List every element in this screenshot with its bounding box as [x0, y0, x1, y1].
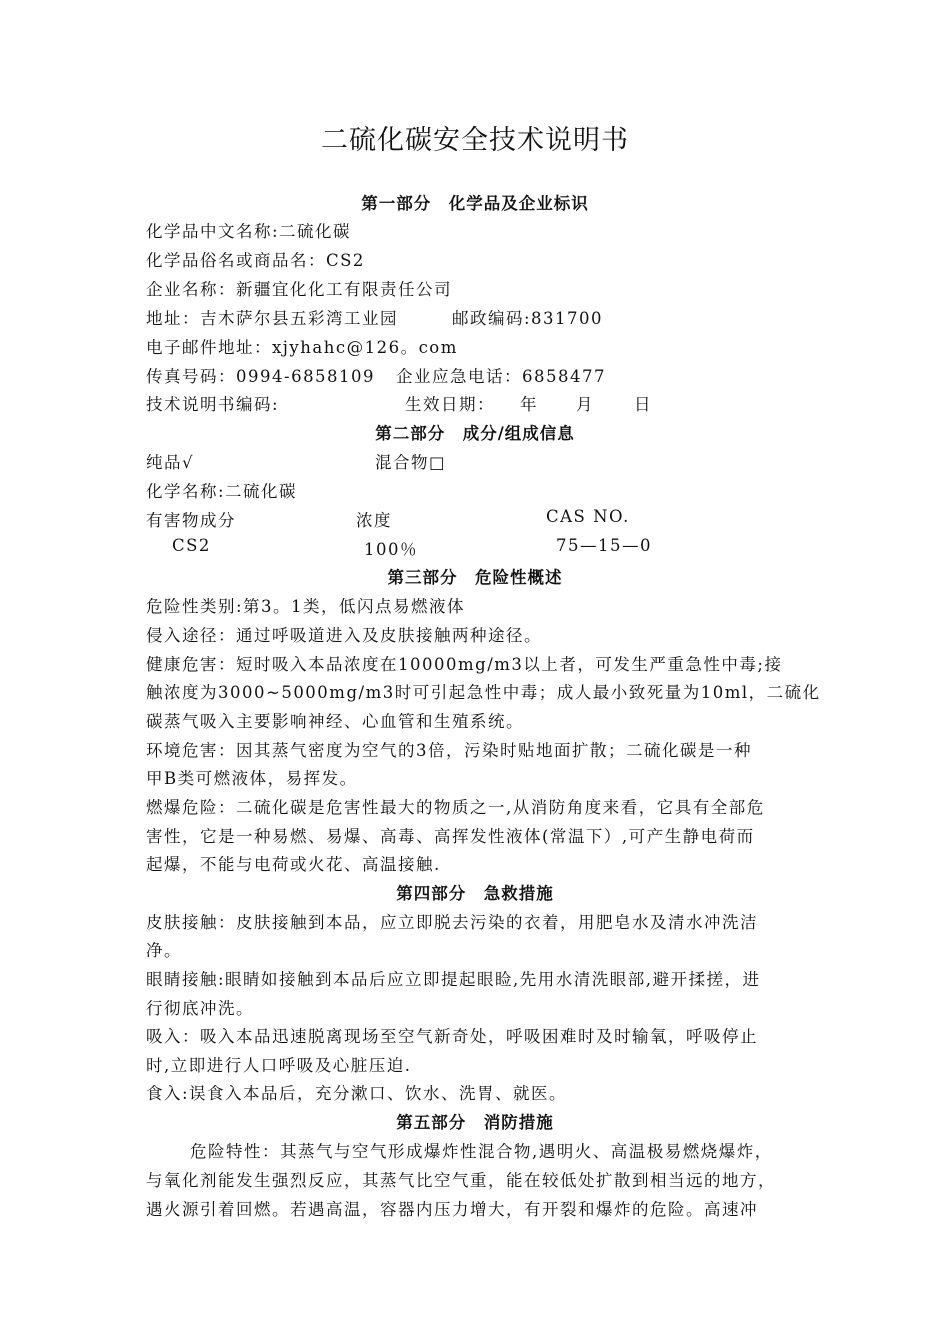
section-heading-part5: 第五部分 消防措施 [396, 1113, 554, 1132]
mixture-checkbox-label: 混合物□ [375, 453, 447, 472]
section-heading-part2: 第二部分 成分/组成信息 [375, 424, 575, 443]
table-cell-concentration: 100％ [364, 540, 418, 559]
document-title: 二硫化碳安全技术说明书 [321, 125, 629, 156]
hazard-line: 侵入途径：通过呼吸道进入及皮肤接触两种途径。 [146, 626, 542, 645]
effective-date-label: 生效日期： [405, 395, 495, 414]
company-name: 企业名称：新疆宜化化工有限责任公司 [146, 280, 452, 299]
table-header-concentration: 浓度 [356, 511, 392, 530]
hazard-line: 危险性类别:第3。1类，低闪点易燃液体 [146, 597, 466, 616]
table-header-component: 有害物成分 [146, 511, 236, 530]
effective-date-year: 年 [520, 395, 538, 414]
effective-date-day: 日 [634, 395, 652, 414]
hazard-line: 燃爆危险：二硫化碳是危害性最大的物质之一,从消防角度来看，它具有全部危 [146, 798, 765, 817]
first-aid-line: 眼睛接触:眼睛如接触到本品后应立即提起眼睑,先用水清洗眼部,避开揉搓，进 [146, 970, 761, 989]
hazard-line: 碳蒸气吸入主要影响神经、心血管和生殖系统。 [146, 712, 524, 731]
chemical-common-name: 化学品俗名或商品名：CS2 [146, 251, 365, 270]
emergency-phone: 企业应急电话：6858477 [396, 367, 606, 386]
pure-product-check: 纯品√ [146, 453, 195, 472]
fire-fighting-line: 危险特性：其蒸气与空气形成爆炸性混合物,遇明火、高温极易燃烧爆炸， [190, 1142, 773, 1161]
chemical-cn-name: 化学品中文名称:二硫化碳 [146, 222, 352, 241]
first-aid-line: 行彻底冲洗。 [146, 999, 254, 1018]
first-aid-line: 皮肤接触：皮肤接触到本品，应立即脱去污染的衣着，用肥皂水及清水冲洗洁 [146, 913, 758, 932]
table-cell-cas: 75—15—0 [556, 536, 652, 555]
first-aid-line: 食入:误食入本品后，充分漱口、饮水、洗胃、就医。 [146, 1084, 568, 1103]
first-aid-line: 吸入：吸入本品迅速脱离现场至空气新奇处，呼吸困难时及时输氧，呼吸停止 [146, 1027, 758, 1046]
fire-fighting-line: 与氧化剂能发生强烈反应，其蒸气比空气重，能在较低处扩散到相当远的地方， [146, 1171, 776, 1190]
first-aid-line: 时,立即进行人口呼吸及心脏压迫. [146, 1056, 412, 1075]
effective-date-month: 月 [576, 395, 594, 414]
document-code-label: 技术说明书编码: [146, 395, 280, 414]
fax-number: 传真号码：0994-6858109 [146, 367, 376, 386]
section-heading-part1: 第一部分 化学品及企业标识 [361, 194, 589, 213]
hazard-line: 起爆，不能与电荷或火花、高温接触. [146, 855, 441, 874]
table-header-cas: CAS NO. [546, 507, 630, 526]
hazard-line: 环境危害：因其蒸气密度为空气的3倍，污染时贴地面扩散；二硫化碳是一种 [146, 741, 752, 760]
company-address: 地址：吉木萨尔县五彩湾工业园 [146, 309, 398, 328]
chemical-name: 化学名称:二硫化碳 [146, 482, 298, 501]
hazard-line: 害性，它是一种易燃、易爆、高毒、高挥发性液体(常温下）,可产生静电荷而 [146, 827, 755, 846]
email-address: 电子邮件地址：xjyhahc@126。com [146, 338, 458, 357]
postcode: 邮政编码:831700 [452, 309, 604, 328]
hazard-line: 健康危害：短时吸入本品浓度在10000mg/m3以上者，可发生严重急性中毒;接 [146, 655, 783, 674]
first-aid-line: 净。 [146, 941, 182, 960]
hazard-line: 触浓度为3000~5000mg/m3时可引起急性中毒；成人最小致死量为10ml，二硫化 [146, 683, 821, 702]
table-cell-component: CS2 [172, 536, 211, 555]
fire-fighting-line: 遇火源引着回燃。若遇高温，容器内压力增大，有开裂和爆炸的危险。高速冲 [146, 1200, 758, 1219]
section-heading-part3: 第三部分 危险性概述 [387, 568, 563, 587]
section-heading-part4: 第四部分 急救措施 [396, 884, 554, 903]
hazard-line: 甲B类可燃液体，易挥发。 [146, 769, 358, 788]
